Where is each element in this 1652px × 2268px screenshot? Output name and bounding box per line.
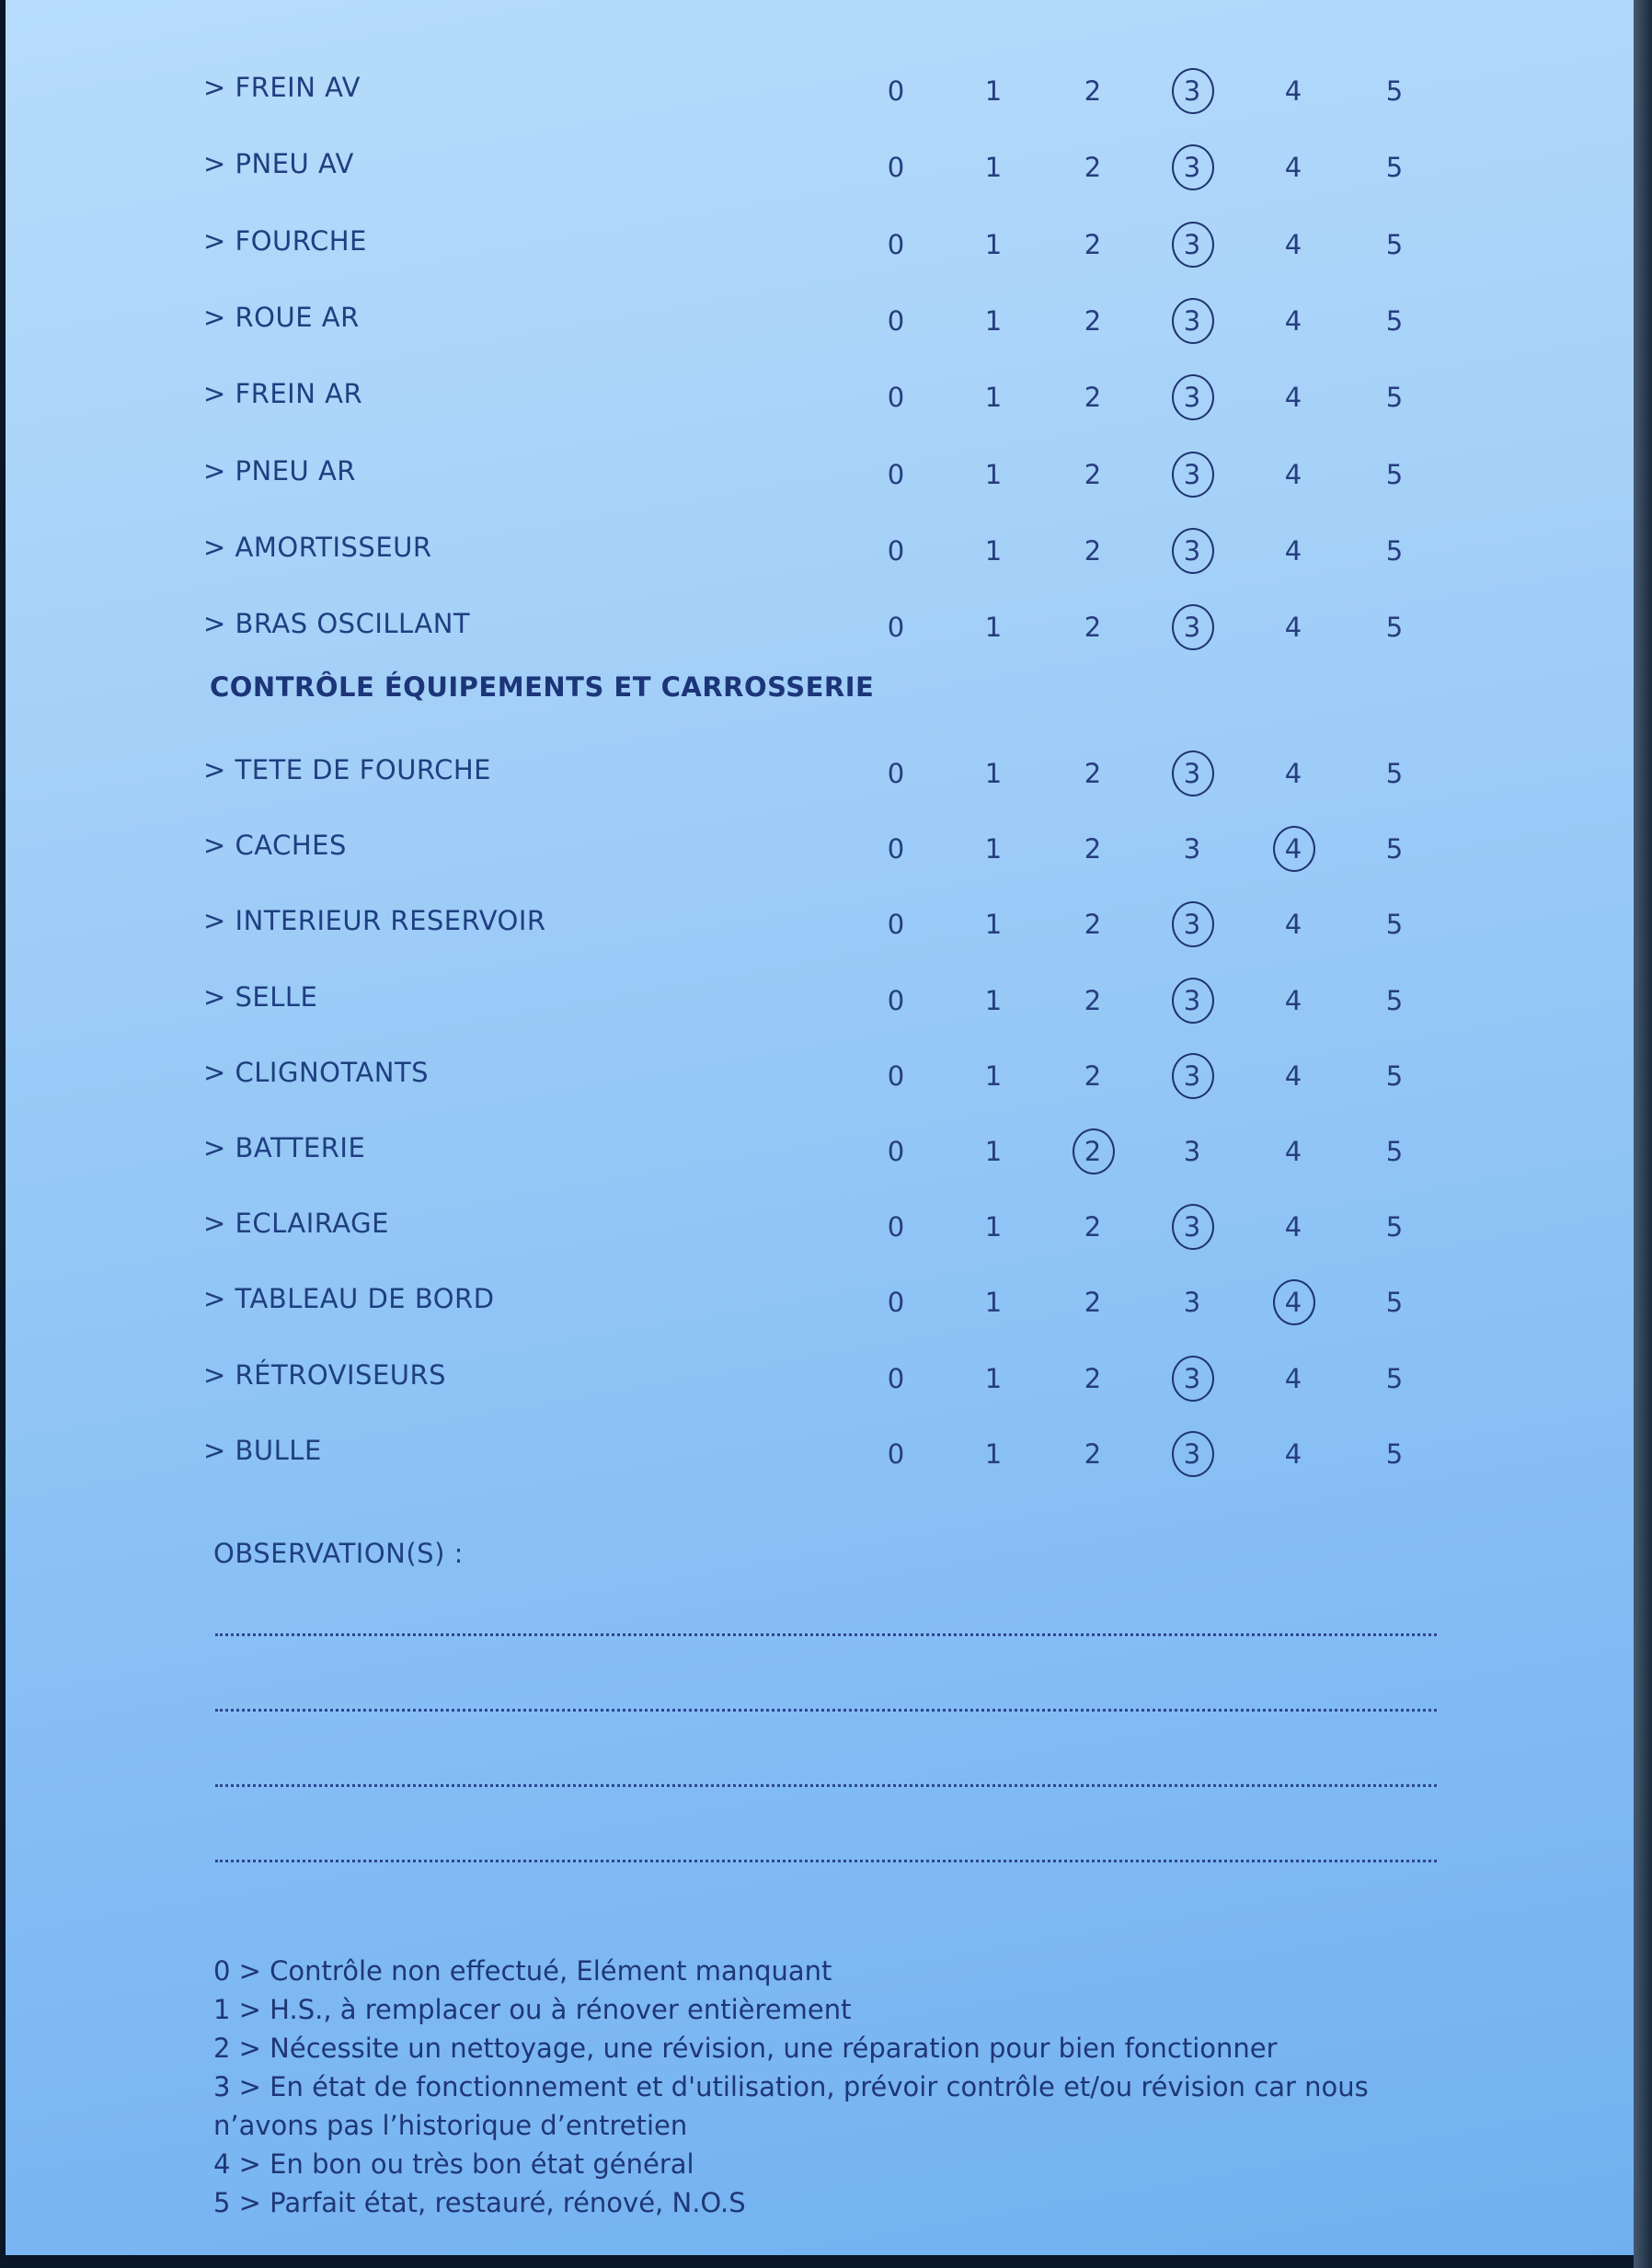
score-option[interactable]: 4 — [1284, 909, 1302, 941]
score-option[interactable]: 1 — [984, 1060, 1003, 1092]
score-option[interactable]: 1 — [984, 1136, 1003, 1167]
score-option[interactable]: 2 — [1084, 1287, 1102, 1319]
score-option[interactable]: 5 — [1385, 1136, 1404, 1167]
score-option-selected[interactable]: 3 — [1166, 1211, 1218, 1243]
score-option[interactable]: 2 — [1084, 304, 1102, 337]
score-option[interactable]: 1 — [984, 833, 1003, 865]
score-option[interactable]: 4 — [1284, 304, 1302, 337]
score-option[interactable]: 0 — [887, 1438, 905, 1470]
score-option[interactable]: 4 — [1284, 1438, 1302, 1470]
score-option[interactable]: 5 — [1385, 534, 1404, 567]
score-option[interactable]: 1 — [984, 612, 1003, 644]
rating-row — [6, 63, 1634, 118]
score-option[interactable]: 1 — [984, 1362, 1003, 1394]
legend-line: n’avons pas l’historique d’entretien — [213, 2110, 688, 2141]
score-option[interactable]: 5 — [1385, 1287, 1404, 1319]
score-option-selected[interactable]: 3 — [1166, 75, 1218, 107]
score-option[interactable]: 0 — [887, 152, 905, 184]
rating-row — [6, 1350, 1634, 1405]
score-option[interactable]: 4 — [1284, 1136, 1302, 1167]
observation-line[interactable] — [215, 1709, 1437, 1712]
score-option-selected[interactable]: 3 — [1166, 229, 1218, 260]
rating-row — [6, 1123, 1634, 1178]
row-label: > FREIN AR — [203, 378, 363, 410]
score-option[interactable]: 1 — [984, 534, 1003, 567]
score-option[interactable]: 5 — [1385, 1438, 1404, 1470]
score-option-selected[interactable]: 3 — [1166, 758, 1218, 789]
score-option[interactable]: 4 — [1284, 1362, 1302, 1394]
score-option-selected[interactable]: 3 — [1166, 909, 1218, 940]
score-option-selected[interactable]: 4 — [1268, 1287, 1319, 1318]
score-option[interactable]: 4 — [1284, 228, 1302, 260]
score-option[interactable]: 4 — [1284, 758, 1302, 789]
score-option[interactable]: 2 — [1084, 833, 1102, 865]
rating-row — [6, 820, 1634, 876]
row-label: > FREIN AV — [203, 72, 361, 103]
rating-row — [6, 1426, 1634, 1481]
score-option[interactable]: 5 — [1385, 382, 1404, 414]
score-option[interactable]: 0 — [887, 612, 905, 644]
legend-line: 1 > H.S., à remplacer ou à rénover entièrement — [213, 1994, 852, 2025]
score-option-selected[interactable]: 3 — [1166, 1060, 1218, 1092]
score-option[interactable]: 2 — [1084, 984, 1102, 1016]
score-option[interactable]: 1 — [984, 758, 1003, 789]
score-option[interactable]: 0 — [887, 1287, 905, 1319]
observation-line[interactable] — [215, 1860, 1437, 1862]
score-option[interactable]: 0 — [887, 458, 905, 490]
score-option-selected[interactable]: 3 — [1166, 1438, 1218, 1470]
score-option[interactable]: 2 — [1084, 1362, 1102, 1394]
score-option[interactable]: 0 — [887, 1060, 905, 1092]
rating-row — [6, 522, 1634, 578]
rating-row — [6, 745, 1634, 800]
score-option-selected[interactable]: 3 — [1166, 305, 1218, 337]
score-option-selected[interactable]: 3 — [1166, 985, 1218, 1016]
score-option[interactable]: 1 — [984, 304, 1003, 337]
score-option[interactable]: 4 — [1284, 75, 1302, 107]
score-option[interactable]: 1 — [984, 1211, 1003, 1243]
score-option[interactable]: 5 — [1385, 228, 1404, 260]
score-option[interactable]: 5 — [1385, 612, 1404, 644]
score-option[interactable]: 2 — [1084, 1211, 1102, 1243]
row-label: > BRAS OSCILLANT — [203, 608, 471, 640]
score-option[interactable]: 0 — [887, 534, 905, 567]
row-label: > AMORTISSEUR — [203, 531, 432, 563]
score-option[interactable]: 1 — [984, 909, 1003, 941]
legend-line: 0 > Contrôle non effectué, Elément manquant — [213, 1955, 832, 1987]
inspection-sheet — [6, 0, 1634, 2255]
row-label: > CACHES — [203, 830, 347, 862]
score-option[interactable]: 5 — [1385, 909, 1404, 941]
rating-row — [6, 972, 1634, 1027]
score-option[interactable]: 5 — [1385, 1211, 1404, 1243]
rating-row — [6, 1198, 1634, 1254]
score-option[interactable]: 5 — [1385, 833, 1404, 865]
score-option[interactable]: 5 — [1385, 152, 1404, 184]
row-label: > RÉTROVISEURS — [203, 1358, 447, 1391]
score-option[interactable]: 0 — [887, 75, 905, 107]
score-option[interactable]: 3 — [1183, 1136, 1201, 1167]
score-option[interactable]: 0 — [887, 382, 905, 414]
score-option-selected[interactable]: 3 — [1166, 382, 1218, 413]
row-label: > PNEU AR — [203, 454, 356, 487]
score-option[interactable]: 0 — [887, 833, 905, 865]
score-option-selected[interactable]: 2 — [1067, 1136, 1119, 1167]
section-title: CONTRÔLE ÉQUIPEMENTS ET CARROSSERIE — [210, 671, 875, 703]
row-label: > CLIGNOTANTS — [203, 1056, 430, 1088]
score-option-selected[interactable]: 3 — [1166, 459, 1218, 490]
observation-line[interactable] — [215, 1633, 1437, 1636]
score-option[interactable]: 1 — [984, 458, 1003, 490]
legend — [213, 1952, 1446, 2222]
score-option[interactable]: 2 — [1084, 458, 1102, 490]
score-option[interactable]: 4 — [1284, 984, 1302, 1016]
score-option[interactable]: 2 — [1084, 612, 1102, 644]
score-option[interactable]: 4 — [1284, 152, 1302, 184]
score-option[interactable]: 5 — [1385, 1060, 1404, 1092]
score-option[interactable]: 0 — [887, 984, 905, 1016]
rating-row — [6, 1274, 1634, 1329]
score-option[interactable]: 0 — [887, 758, 905, 789]
rating-row — [6, 446, 1634, 501]
score-option[interactable]: 2 — [1084, 1060, 1102, 1092]
score-option[interactable]: 2 — [1084, 75, 1102, 107]
score-option-selected[interactable]: 3 — [1166, 535, 1218, 567]
observation-line[interactable] — [215, 1784, 1437, 1787]
row-label: > ROUE AR — [203, 301, 360, 333]
row-label: > TETE DE FOURCHE — [203, 754, 491, 785]
score-option[interactable]: 2 — [1084, 152, 1102, 184]
score-option[interactable]: 5 — [1385, 1362, 1404, 1394]
score-option[interactable]: 1 — [984, 228, 1003, 260]
row-label: > BULLE — [203, 1434, 322, 1466]
score-option[interactable]: 3 — [1183, 1287, 1201, 1319]
score-option[interactable]: 0 — [887, 1136, 905, 1167]
row-label: > FOURCHE — [203, 224, 367, 257]
score-option[interactable]: 2 — [1084, 228, 1102, 260]
score-option[interactable]: 0 — [887, 1211, 905, 1243]
score-option[interactable]: 1 — [984, 984, 1003, 1016]
legend-line: 3 > En état de fonctionnement et d'utilisation, prévoir contrôle et/ou révision car nous — [213, 2071, 1369, 2102]
score-option[interactable]: 0 — [887, 304, 905, 337]
score-option[interactable]: 2 — [1084, 1438, 1102, 1470]
rating-row — [6, 369, 1634, 424]
legend-line: 2 > Nécessite un nettoyage, une révision, une réparation pour bien fonctionner — [213, 2033, 1278, 2064]
score-option[interactable]: 0 — [887, 909, 905, 941]
legend-line: 4 > En bon ou très bon état général — [213, 2148, 694, 2180]
row-label: > BATTERIE — [203, 1132, 366, 1163]
score-option[interactable]: 2 — [1084, 534, 1102, 567]
score-option[interactable]: 1 — [984, 1438, 1003, 1470]
rating-row — [6, 292, 1634, 348]
rating-row — [6, 216, 1634, 271]
score-option[interactable]: 3 — [1183, 833, 1201, 865]
score-option[interactable]: 5 — [1385, 984, 1404, 1016]
observations-label: OBSERVATION(S) : — [213, 1538, 464, 1569]
score-option[interactable]: 5 — [1385, 304, 1404, 337]
plastic-sleeve-edge — [1634, 0, 1652, 2268]
score-option[interactable]: 5 — [1385, 75, 1404, 107]
score-option[interactable]: 4 — [1284, 1211, 1302, 1243]
score-option[interactable]: 4 — [1284, 382, 1302, 414]
score-option-selected[interactable]: 3 — [1166, 152, 1218, 183]
row-label: > ECLAIRAGE — [203, 1208, 389, 1240]
score-option[interactable]: 4 — [1284, 612, 1302, 644]
score-option[interactable]: 4 — [1284, 458, 1302, 490]
row-label: > PNEU AV — [203, 148, 354, 180]
row-label: > TABLEAU DE BORD — [203, 1283, 495, 1315]
score-option[interactable]: 0 — [887, 228, 905, 260]
score-option[interactable]: 2 — [1084, 382, 1102, 414]
score-option[interactable]: 4 — [1284, 534, 1302, 567]
score-option[interactable]: 1 — [984, 1287, 1003, 1319]
rating-row — [6, 896, 1634, 951]
rating-row — [6, 139, 1634, 194]
legend-line: 5 > Parfait état, restauré, rénové, N.O.S — [213, 2187, 746, 2218]
score-option-selected[interactable]: 3 — [1166, 1363, 1218, 1394]
rating-row — [6, 1048, 1634, 1103]
score-option-selected[interactable]: 3 — [1166, 612, 1218, 643]
score-option[interactable]: 2 — [1084, 909, 1102, 941]
score-option[interactable]: 1 — [984, 382, 1003, 414]
score-option[interactable]: 5 — [1385, 758, 1404, 789]
score-option[interactable]: 4 — [1284, 1060, 1302, 1092]
score-option[interactable]: 2 — [1084, 758, 1102, 789]
rating-row — [6, 599, 1634, 654]
score-option[interactable]: 5 — [1385, 458, 1404, 490]
score-option-selected[interactable]: 4 — [1268, 833, 1319, 865]
row-label: > SELLE — [203, 980, 318, 1013]
score-option[interactable]: 0 — [887, 1362, 905, 1394]
score-option[interactable]: 1 — [984, 75, 1003, 107]
row-label: > INTERIEUR RESERVOIR — [203, 905, 546, 937]
score-option[interactable]: 1 — [984, 152, 1003, 184]
